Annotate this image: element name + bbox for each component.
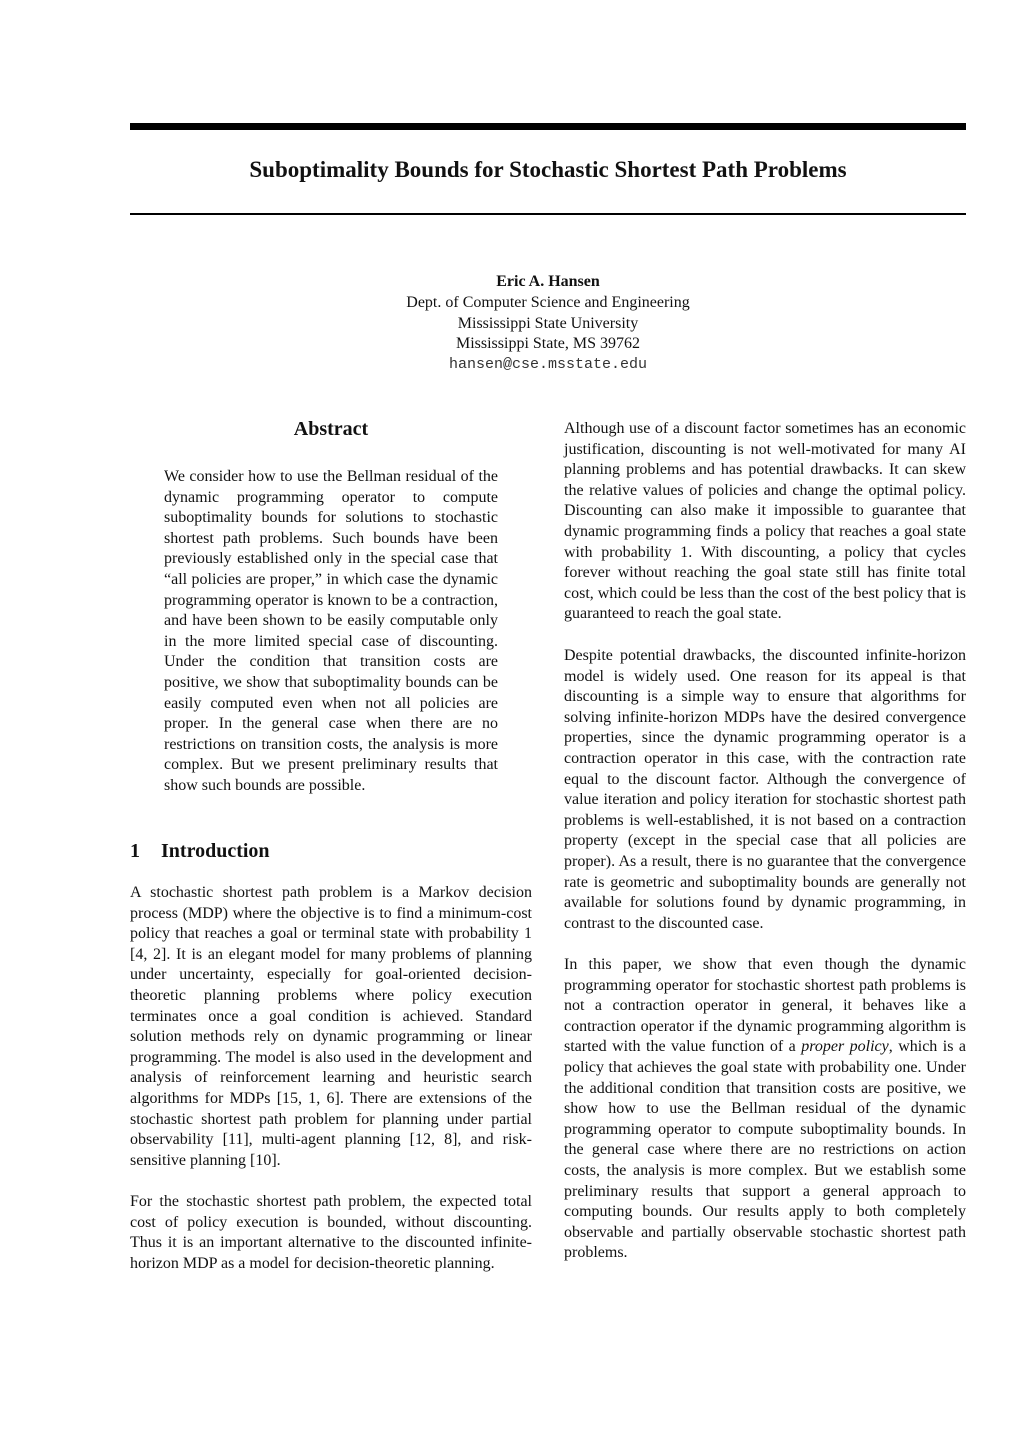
intro-paragraph-5-start: In this paper, we show that even though the dynamic programming operator for stochastic shortest path problems is not a contraction operator in general, it behaves like a contraction operator if the dynamic programming algorithm is started with the value function of a bbox=[564, 956, 966, 1056]
section-heading-introduction bbox=[130, 838, 270, 864]
top-rule bbox=[130, 123, 966, 130]
author-university: Mississippi State University bbox=[457, 314, 639, 332]
paper-title: Suboptimality Bounds for Stochastic Shortest Path Problems bbox=[249, 157, 847, 182]
author-name: Eric A. Hansen bbox=[496, 273, 600, 290]
proper-policy-term: proper policy bbox=[801, 1038, 889, 1056]
abstract-text: We consider how to use the Bellman residual of the dynamic programming operator to compute suboptimality bounds for solutions to stochastic shortest path problems. Such bounds have been previously established only in the special case that “all policies are proper,” in which case the dynamic programming operator is known to be a contraction, and have been shown to be easily computable only in the more limited special case of discounting. Under the condition that transition costs are positive, we show that suboptimality bounds can be easily computed even when not all policies are proper. In the general case when there are no restrictions on transition costs, the analysis is more complex. But we present preliminary results that show such bounds are possible. bbox=[164, 468, 498, 794]
author-address: Mississippi State, MS 39762 bbox=[455, 335, 641, 353]
intro-paragraph-5-end: , which is a policy that achieves the goal state with probability one. Under the additional condition that transition costs are positive, we show how to use the Bellman residual of the dynamic programming operator to compute suboptimality bounds. In the general case where there are no restrictions on action costs, the analysis is more complex. But we establish some preliminary results that support a general approach to computing bounds. Our results apply to both completely observable and partially observable stochastic shortest path problems. bbox=[564, 1038, 966, 1262]
section-title: Introduction bbox=[161, 840, 270, 862]
author-email[interactable]: hansen@cse.msstate.edu bbox=[448, 356, 648, 374]
intro-paragraph-5 bbox=[564, 955, 966, 1264]
intro-paragraph-4: Despite potential drawbacks, the discounted infinite-horizon model is widely used. One reason for its appeal is that discounting is a simple way to ensure that algorithms for solving infinite-horizon MDPs have the desired convergence properties, since the dynamic programming operator is a contraction operator in this case, with the contraction rate equal to the discount factor. Although the convergence of value iteration and policy iteration for stochastic shortest path problems is well-established, it is not based on a contraction property (except in the special case that all policies are proper). As a result, there is no guarantee that the convergence rate is geometric and suboptimality bounds are generally not available for solutions found by dynamic programming, in contrast to the discounted case. bbox=[564, 647, 966, 932]
intro-paragraph-1: A stochastic shortest path problem is a Markov decision process (MDP) where the objective is to find a minimum-cost policy that reaches a goal or terminal state with probability 1 [4, 2]. It is an elegant model for many problems of planning under uncertainty, especially for goal-oriented decision-theoretic planning problems where policy execution terminates once a goal condition is achieved. Standard solution methods rely on dynamic programming or linear programming. The model is also used in the development and analysis of reinforcement learning and heuristic search algorithms for MDPs [15, 1, 6]. There are extensions of the stochastic shortest path problem for planning under partial observability [11], multi-agent planning [12, 8], and risk-sensitive planning [10]. bbox=[130, 884, 532, 1169]
title-rule bbox=[130, 213, 966, 215]
author-dept: Dept. of Computer Science and Engineering bbox=[406, 293, 690, 311]
intro-paragraph-3: Although use of a discount factor sometimes has an economic justification, discounting is not well-motivated for many AI planning problems and has potential drawbacks. It can skew the relative values of policies and change the optimal policy. Discounting can also make it impossible to guarantee that dynamic programming finds a policy that reaches a goal state with probability 1. With discounting, a policy that cycles forever without reaching the goal state still has finite total cost, which could be less than the cost of the best policy that is guaranteed to reach the goal state. bbox=[564, 420, 966, 623]
abstract-heading: Abstract bbox=[293, 418, 369, 440]
author-block bbox=[130, 272, 966, 376]
intro-paragraph-2: For the stochastic shortest path problem, the expected total cost of policy execution is bounded, without discounting. Thus it is an important alternative to the discounted infinite-horizon MDP as a model for decision-theoretic planning. bbox=[130, 1193, 532, 1272]
section-number: 1 bbox=[130, 840, 140, 862]
